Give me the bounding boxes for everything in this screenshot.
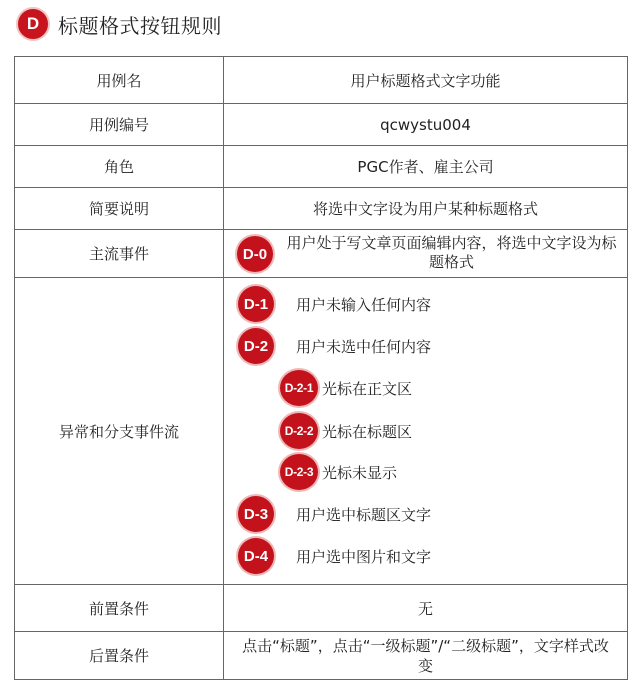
alt-flow-item [238, 328, 431, 364]
table-row [15, 188, 628, 230]
row-value-summary: 将选中文字设为用户某种标题格式 [224, 188, 628, 230]
event-badge-d3: D-3 [238, 496, 274, 532]
alt-flow-text: 用户选中图片和文字 [296, 547, 432, 566]
row-label-role: 角色 [15, 146, 224, 188]
row-value-usecase-name: 用户标题格式文字功能 [224, 57, 628, 104]
alt-flow-item [238, 538, 431, 574]
row-value-usecase-id: qcwystu004 [224, 104, 628, 146]
alt-flow-subitem [280, 454, 397, 490]
table-row [15, 278, 628, 585]
section-title: 标题格式按钮规则 [58, 13, 222, 38]
row-value-main-flow [224, 230, 628, 278]
table-row [15, 146, 628, 188]
row-value-precondition: 无 [224, 585, 628, 632]
alt-flow-subitem [280, 413, 412, 449]
postcondition-text: 点击“标题”，点击“一级标题”/“二级标题”，文字样式改变 [242, 636, 609, 675]
alt-flow-item [238, 496, 431, 532]
row-label-usecase-name: 用例名 [15, 57, 224, 104]
row-label-alt-flow: 异常和分支事件流 [15, 278, 224, 585]
event-badge-d4: D-4 [238, 538, 274, 574]
alt-flow-subitem [280, 370, 412, 406]
alt-flow-text: 用户选中标题区文字 [296, 505, 432, 524]
main-flow-text: 用户处于写文章页面编辑内容，将选中文字设为标题格式 [286, 234, 617, 271]
row-label-usecase-id: 用例编号 [15, 104, 224, 146]
alt-flow-text: 光标在标题区 [322, 422, 413, 441]
row-value-postcondition [224, 632, 628, 680]
row-value-role: PGC作者、雇主公司 [224, 146, 628, 188]
alt-flow-text: 光标未显示 [322, 463, 398, 482]
table-row [15, 585, 628, 632]
table-row [15, 632, 628, 680]
alt-flow-text: 光标在正文区 [322, 379, 413, 398]
section-header [16, 6, 222, 42]
row-label-precondition: 前置条件 [15, 585, 224, 632]
row-value-alt-flow [224, 278, 628, 585]
event-badge-d2-3: D-2-3 [280, 454, 318, 490]
alt-flow-item [238, 286, 431, 322]
event-badge-d0: D-0 [237, 236, 273, 272]
table-row [15, 230, 628, 278]
row-label-main-flow: 主流事件 [15, 230, 224, 278]
row-label-postcondition: 后置条件 [15, 632, 224, 680]
event-badge-d2-1: D-2-1 [280, 370, 318, 406]
alt-flow-text: 用户未输入任何内容 [296, 295, 432, 314]
alt-flow-text: 用户未选中任何内容 [296, 337, 432, 356]
table-row [15, 57, 628, 104]
event-badge-d1: D-1 [238, 286, 274, 322]
event-badge-d2-2: D-2-2 [280, 413, 318, 449]
row-label-summary: 简要说明 [15, 188, 224, 230]
event-badge-d2: D-2 [238, 328, 274, 364]
section-badge: D [16, 7, 50, 41]
table-row [15, 104, 628, 146]
usecase-table [14, 56, 628, 680]
